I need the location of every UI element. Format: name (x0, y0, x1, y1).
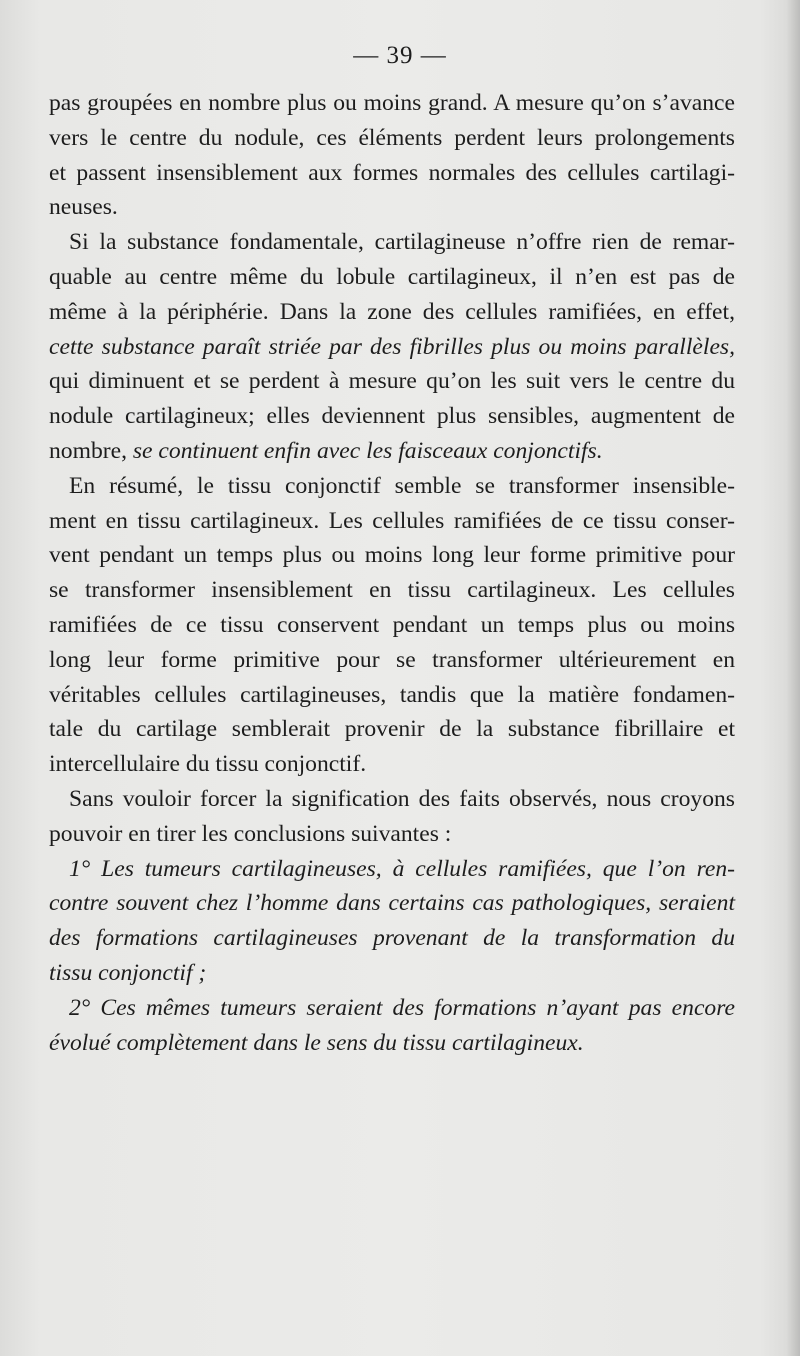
text-line (49, 1026, 735, 1061)
italic-run: se continuent enfin avec les faisceaux conjonctifs. (132, 437, 603, 464)
text-run: véritables cellules cartilagineuses, tandis que la matière fondamen- (49, 681, 735, 708)
paragraph (49, 225, 735, 469)
text-run: qui diminuent et se perdent à mesure qu’on les suit vers le centre du (49, 368, 735, 395)
text-run: ramifiées de ce tissu conservent pendant un temps plus ou moins (49, 611, 735, 638)
text-line (49, 399, 735, 434)
paragraph (49, 86, 735, 225)
text-run: vers le centre du nodule, ces éléments perdent leurs prolongements (49, 124, 735, 151)
text-run: vent pendant un temps plus ou moins long leur forme primitive pour (49, 542, 735, 569)
text-run: se transformer insensiblement en tissu cartilagineux. Les cellules (49, 577, 735, 604)
text-line (49, 295, 735, 330)
text-line (49, 225, 735, 260)
page-edge-shadow (786, 0, 800, 1356)
italic-run: tissu conjonctif ; (49, 959, 207, 986)
text-run: même à la périphérie. Dans la zone des cellules ramifiées, en effet, (49, 298, 735, 325)
paragraph (49, 991, 735, 1061)
italic-run: 2° Ces mêmes tumeurs seraient des formations n’ayant pas encore (69, 994, 735, 1021)
text-line (49, 469, 735, 504)
text-line (49, 956, 735, 991)
text-line (49, 608, 735, 643)
page-number: — 39 — (353, 42, 447, 69)
paragraph (49, 782, 735, 852)
text-run: long leur forme primitive pour se transformer ultérieurement en (49, 646, 735, 673)
text-line (49, 86, 735, 121)
text-line (49, 538, 735, 573)
text-line (49, 121, 735, 156)
text-line (49, 643, 735, 678)
text-line (49, 434, 735, 469)
italic-run: 1° Les tumeurs cartilagineuses, à cellules ramifiées, que l’on ren- (69, 855, 735, 882)
text-line (49, 921, 735, 956)
text-run: intercellulaire du tissu conjonctif. (49, 751, 367, 778)
text-line (49, 260, 735, 295)
text-line (49, 678, 735, 713)
text-line (49, 852, 735, 887)
text-line (49, 156, 735, 191)
text-line (49, 504, 735, 539)
text-run: ment en tissu cartilagineux. Les cellules ramifiées de ce tissu conser- (49, 507, 735, 534)
italic-run: évolué complètement dans le sens du tissu cartilagineux. (49, 1029, 584, 1056)
text-run: et passent insensiblement aux formes normales des cellules cartilagi- (49, 159, 735, 186)
body-text (49, 86, 735, 1060)
text-run: pouvoir en tirer les conclusions suivantes : (49, 820, 452, 847)
text-run: nombre, (49, 437, 133, 464)
text-line (49, 364, 735, 399)
text-run: Sans vouloir forcer la signification des faits observés, nous croyons (69, 785, 735, 812)
text-line (49, 190, 735, 225)
italic-run: cette substance paraît striée par des fibrilles plus ou moins parallèles, (49, 333, 735, 360)
italic-run: des formations cartilagineuses provenant de la transformation du (49, 925, 735, 952)
text-line (49, 747, 735, 782)
text-run: nodule cartilagineux; elles deviennent plus sensibles, augmentent de (49, 403, 735, 430)
text-line (49, 782, 735, 817)
text-line (49, 712, 735, 747)
text-run: neuses. (49, 194, 118, 221)
paragraph (49, 852, 735, 991)
text-run: Si la substance fondamentale, cartilagineuse n’offre rien de remar- (69, 229, 735, 256)
text-run: quable au centre même du lobule cartilagineux, il n’en est pas de (49, 263, 735, 290)
text-line (49, 886, 735, 921)
italic-run: contre souvent chez l’homme dans certains cas pathologiques, seraient (49, 890, 735, 917)
text-line (49, 817, 735, 852)
text-run: pas groupées en nombre plus ou moins grand. A mesure qu’on s’avance (49, 90, 735, 116)
text-run: En résumé, le tissu conjonctif semble se transformer insensible- (69, 472, 735, 499)
text-line (49, 573, 735, 608)
text-line (49, 330, 735, 365)
text-run: tale du cartilage semblerait provenir de la substance fibrillaire et (49, 716, 735, 743)
paragraph (49, 469, 735, 782)
text-line (49, 991, 735, 1026)
